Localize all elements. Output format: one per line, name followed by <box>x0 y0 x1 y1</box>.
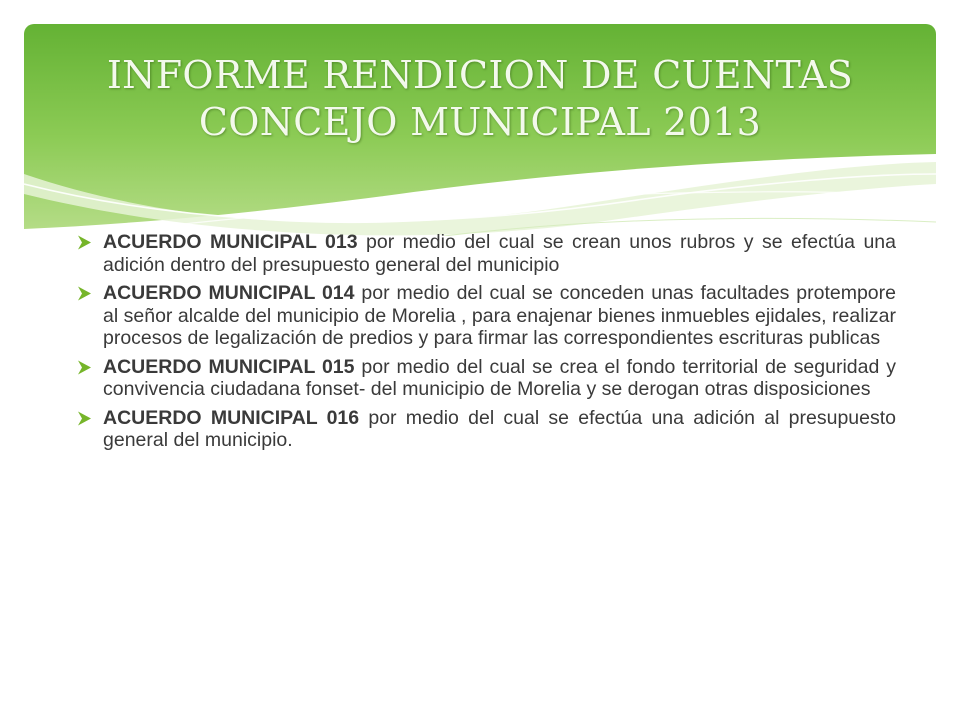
acuerdos-list <box>76 231 896 458</box>
acuerdo-text: por medio del cual se conceden unas facultades protempore al señor alcalde del municipio de Morelia , para enajenar bienes inmuebles ejidales, realizar procesos de legalización de predios y para firmar las correspondientes escrituras publicas <box>103 282 896 349</box>
acuerdo-label: ACUERDO MUNICIPAL 014 <box>103 282 355 304</box>
acuerdo-label: ACUERDO MUNICIPAL 016 <box>103 406 360 429</box>
slide-title <box>24 52 936 146</box>
acuerdo-label: ACUERDO MUNICIPAL 015 <box>103 355 355 378</box>
acuerdo-text: por medio del cual se crea el fondo territorial de seguridad y convivencia ciudadana fonset- del municipio de Morelia y se derogan otras disposiciones <box>103 355 896 400</box>
acuerdo-text: por medio del cual se crean unos rubros y se efectúa una adición dentro del presupuesto general del municipio <box>103 231 896 276</box>
title-line-1: INFORME RENDICION DE CUENTAS <box>106 53 854 97</box>
list-item <box>76 407 896 452</box>
acuerdo-label: ACUERDO MUNICIPAL 013 <box>103 231 358 253</box>
arrow-right-icon <box>76 234 93 251</box>
acuerdo-text: por medio del cual se efectúa una adición al presupuesto general del municipio. <box>103 406 896 451</box>
title-line-2: CONCEJO MUNICIPAL 2013 <box>198 100 762 144</box>
arrow-right-icon <box>76 285 93 302</box>
list-item <box>76 231 896 276</box>
list-item <box>76 282 896 350</box>
arrow-right-icon <box>76 359 93 376</box>
arrow-right-icon <box>76 410 93 427</box>
list-item <box>76 356 896 401</box>
